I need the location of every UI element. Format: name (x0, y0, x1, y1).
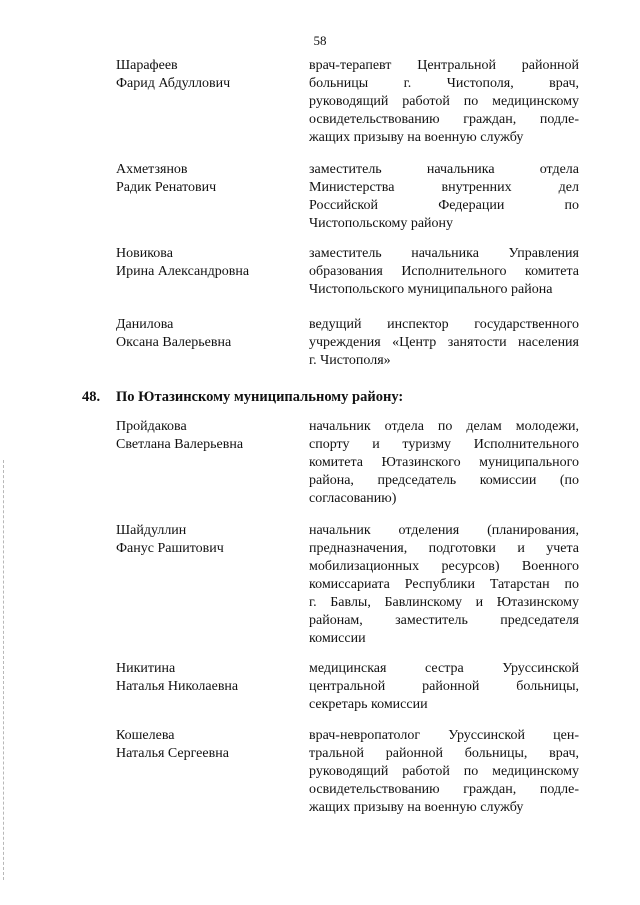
role-line: освидетельствованию граждан, подле- (309, 112, 579, 127)
role-line: комиссариата Республики Татарстан по (309, 577, 579, 592)
role-line: г. Чистополя» (309, 353, 391, 368)
member-role (309, 161, 579, 233)
role-line: Министерства внутренних дел (309, 180, 579, 195)
role-line: районам, заместитель председателя (309, 613, 579, 628)
role-line: начальник отделения (планирования, (309, 523, 579, 538)
section-heading (82, 389, 403, 406)
role-line: заместитель начальника отдела (309, 162, 579, 177)
role-line: Чистопольскому району (309, 216, 454, 231)
role-line: Российской Федерации по (309, 198, 579, 213)
role-line: руководящий работой по медицинскому (309, 94, 579, 109)
role-line: г. Бавлы, Бавлинскому и Ютазинскому (309, 595, 579, 610)
role-line: учреждения «Центр занятости населения (309, 335, 579, 350)
role-line: освидетельствованию граждан, подле- (309, 782, 579, 797)
given-name: Наталья Сергеевна (116, 746, 229, 761)
role-line: жащих призыву на военную службу (309, 800, 524, 815)
role-line: комиссии (309, 631, 366, 646)
surname: Ахметзянов (116, 162, 188, 177)
member-name (116, 161, 296, 197)
role-line: комитета Ютазинского муниципального (309, 455, 579, 470)
role-line: спорту и туризму Исполнительного (309, 437, 579, 452)
scan-margin-line (3, 460, 4, 880)
member-role (309, 245, 579, 299)
surname: Данилова (116, 317, 174, 332)
role-line: жащих призыву на военную службу (309, 130, 524, 145)
member-name (116, 418, 296, 454)
member-role (309, 418, 579, 508)
surname: Никитина (116, 661, 176, 676)
given-name: Радик Ренатович (116, 180, 217, 195)
page-number: 58 (313, 33, 327, 48)
role-line: центральной районной больницы, (309, 679, 579, 694)
member-name (116, 316, 296, 352)
member-role (309, 316, 579, 370)
given-name: Ирина Александровна (116, 264, 250, 279)
role-line: образования Исполнительного комитета (309, 264, 579, 279)
given-name: Оксана Валерьевна (116, 335, 232, 350)
member-role (309, 522, 579, 648)
role-line: врач-терапевт Центральной районной (309, 58, 579, 73)
surname: Пройдакова (116, 419, 187, 434)
role-line: предназначения, подготовки и учета (309, 541, 579, 556)
member-role (309, 660, 579, 714)
section-title: По Ютазинскому муниципальному району: (116, 389, 404, 405)
role-line: согласованию) (309, 491, 397, 506)
member-role (309, 57, 579, 147)
member-name (116, 57, 296, 93)
role-line: врач-невропатолог Уруссинской цен- (309, 728, 579, 743)
role-line: руководящий работой по медицинскому (309, 764, 579, 779)
surname: Кошелева (116, 728, 175, 743)
member-name (116, 660, 296, 696)
role-line: заместитель начальника Управления (309, 246, 579, 261)
given-name: Светлана Валерьевна (116, 437, 244, 452)
role-line: ведущий инспектор государственного (309, 317, 579, 332)
given-name: Фарид Абдуллович (116, 76, 231, 91)
section-number: 48. (82, 389, 101, 405)
surname: Шайдуллин (116, 523, 187, 538)
surname: Новикова (116, 246, 173, 261)
member-role (309, 727, 579, 817)
member-name (116, 522, 296, 558)
surname: Шарафеев (116, 58, 178, 73)
role-line: секретарь комиссии (309, 697, 428, 712)
member-name (116, 245, 296, 281)
role-line: мобилизационных ресурсов) Военного (309, 559, 579, 574)
member-name (116, 727, 296, 763)
role-line: района, председатель комиссии (по (309, 473, 579, 488)
role-line: начальник отдела по делам молодежи, (309, 419, 579, 434)
role-line: Чистопольского муниципального района (309, 282, 553, 297)
given-name: Фанус Рашитович (116, 541, 224, 556)
role-line: медицинская сестра Уруссинской (309, 661, 579, 676)
given-name: Наталья Николаевна (116, 679, 239, 694)
role-line: больницы г. Чистополя, врач, (309, 76, 579, 91)
role-line: тральной районной больницы, врач, (309, 746, 579, 761)
